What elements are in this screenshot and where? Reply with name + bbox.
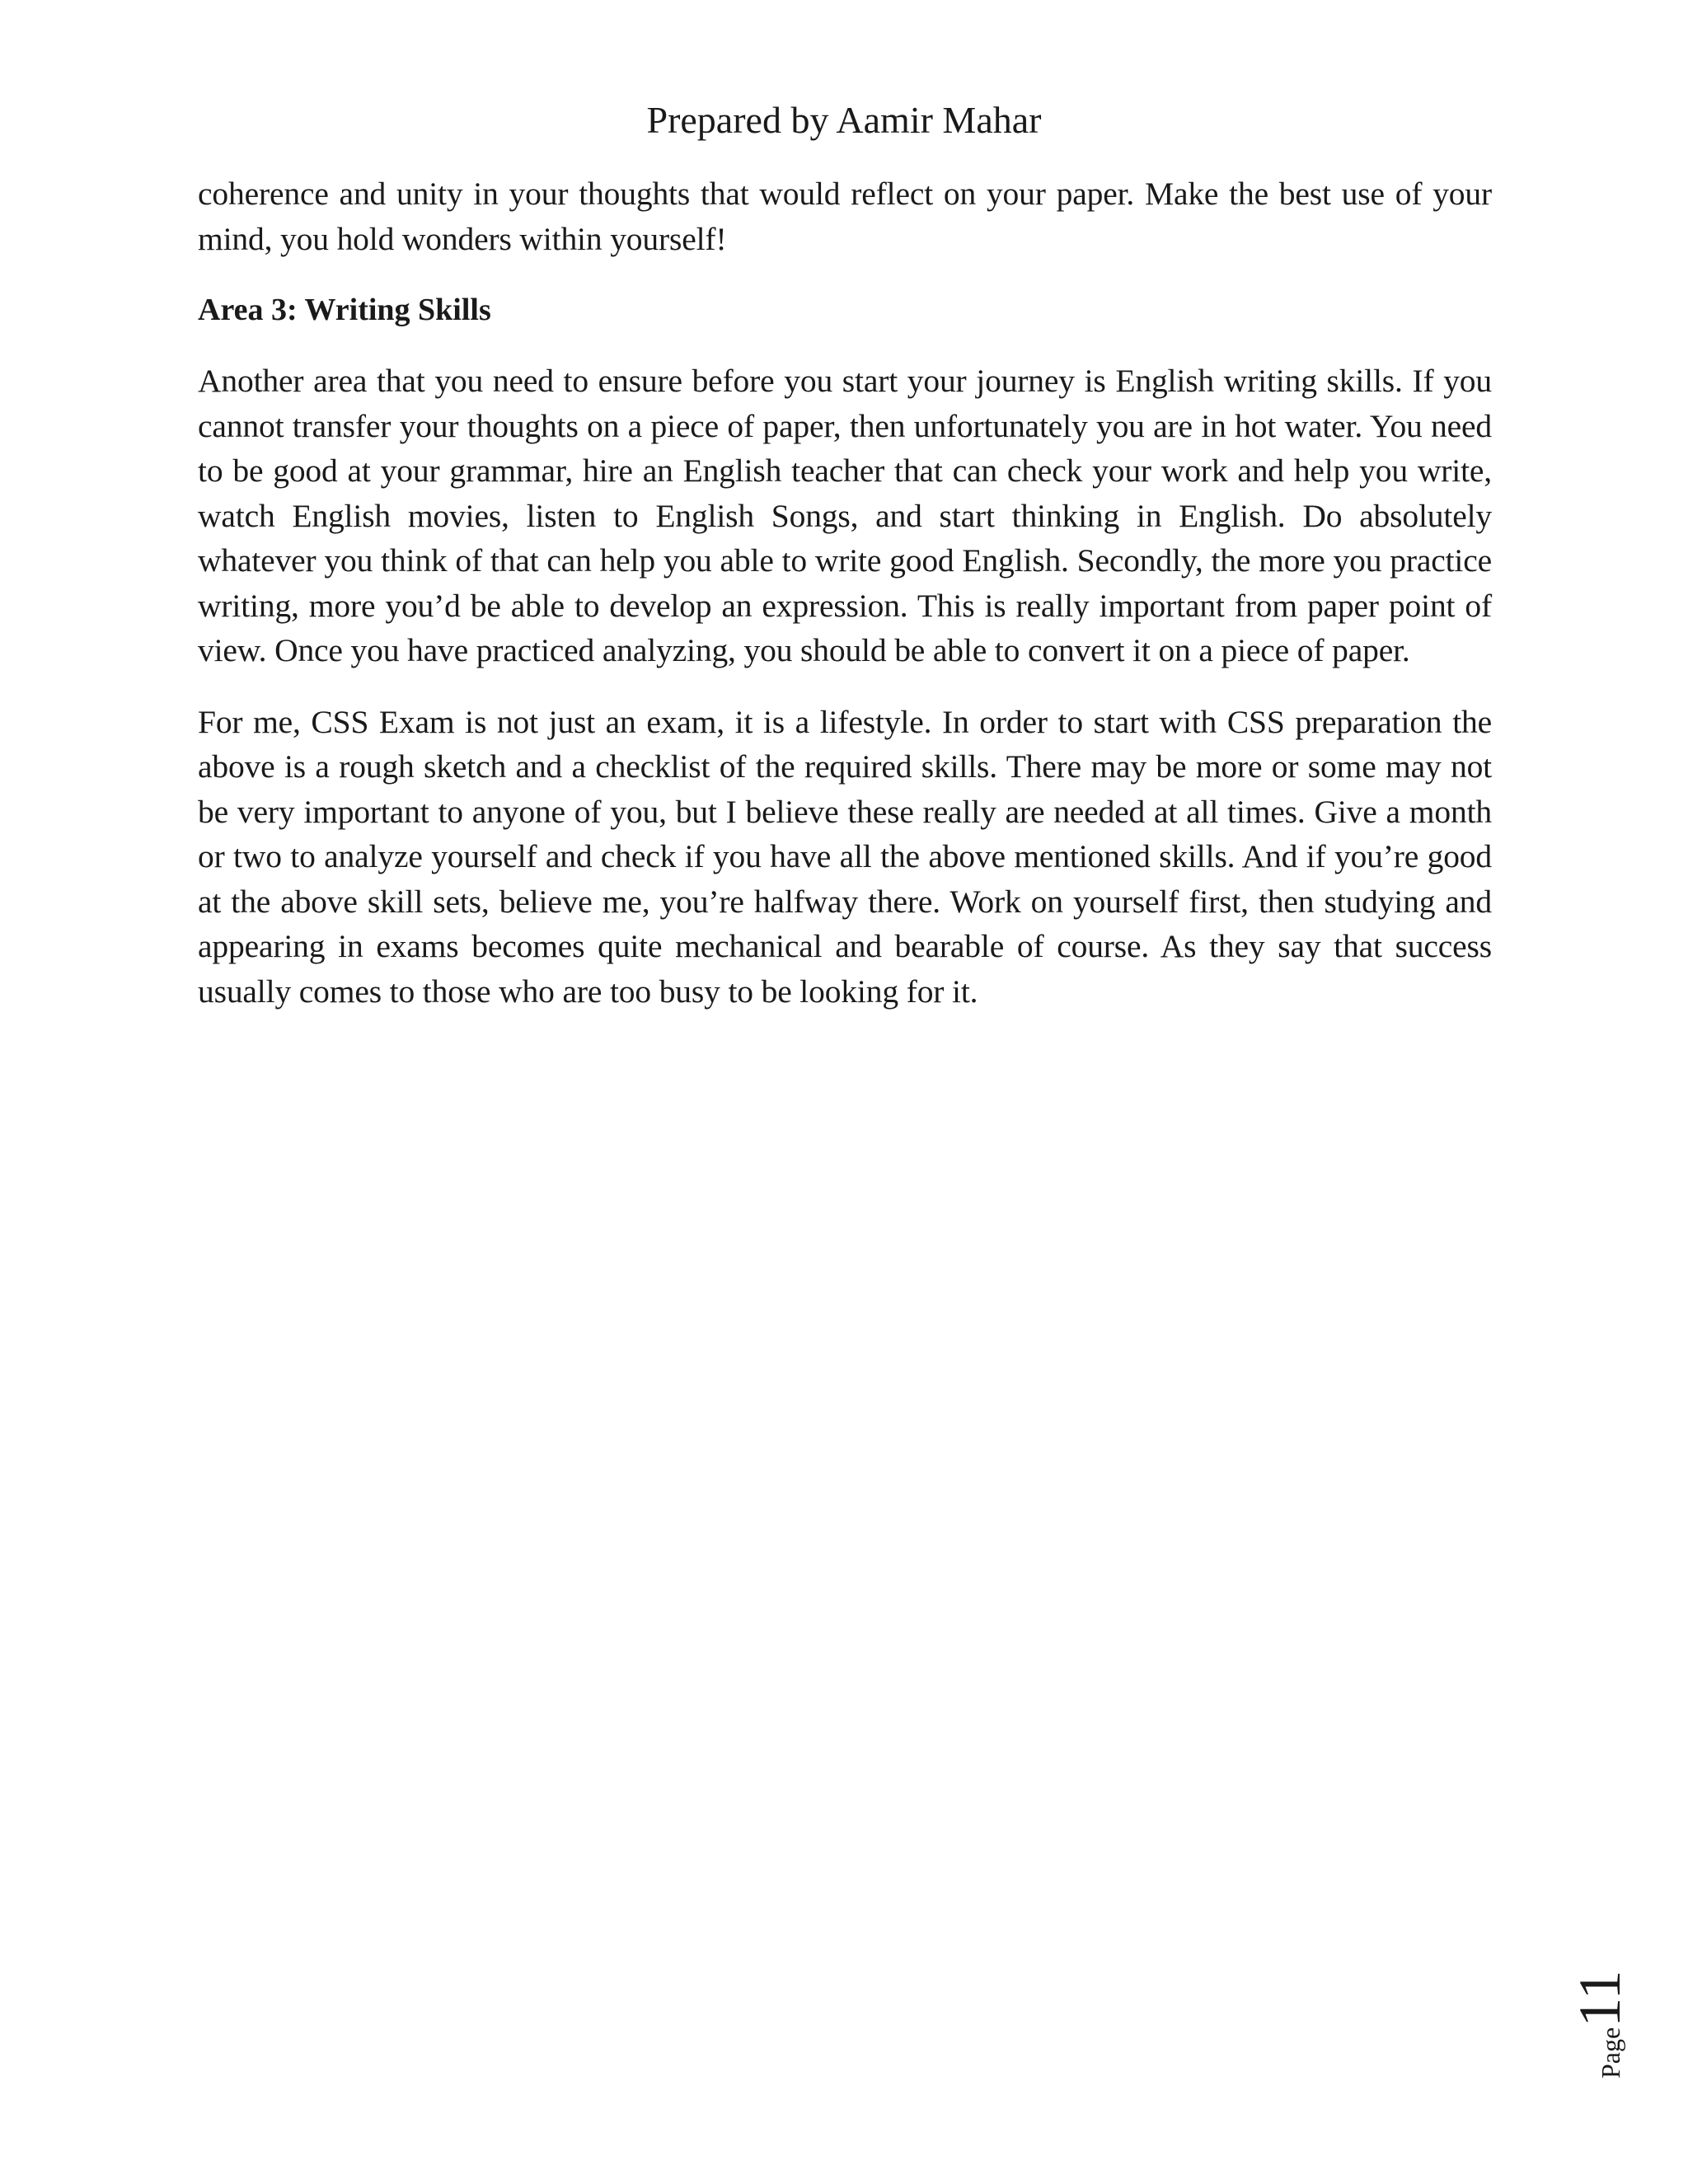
page-number [1566,1947,1633,2079]
body-paragraph-continued: coherence and unity in your thoughts that would reflect on your paper. Make the best use of your mind, you hold wonders within yourself! [198,176,1492,257]
page-number-rotated [1566,1947,1633,2079]
page-header-title: Prepared by Aamir Mahar [646,99,1042,141]
page-number-value: 11 [1567,1970,1633,2027]
body-paragraph-conclusion: For me, CSS Exam is not just an exam, it is a lifestyle. In order to start with CSS preparation the above is a rough sketch and a checklist of the required skills. There may be more or some may not be very important to anyone of you, but I believe these really are needed at all times. Give a month or two to analyze yourself and check if you have all the above mentioned skills. And if you’re good at the above skill sets, believe me, you’re halfway there. Work on yourself first, then studying and appearing in exams becomes quite mechanical and bearable of course. As they say that success usually comes to those who are too busy to be looking for it. [198,703,1492,1010]
section-heading: Area 3: Writing Skills [198,293,491,327]
page-number-label: Page [1596,2027,1625,2079]
page-body [198,171,1492,1040]
body-paragraph-writing-skills: Another area that you need to ensure before you start your journey is English writing skills. If you cannot transfer your thoughts on a piece of paper, then unfortunately you are in hot water. You need to be good at your grammar, hire an English teacher that can check your work and help you write, watch English movies, listen to English Songs, and start thinking in English. Do absolutely whatever you think of that can help you able to write good English. Secondly, the more you practice writing, more you’d be able to develop an expression. This is really important from paper point of view. Once you have practiced analyzing, you should be able to convert it on a piece of paper. [198,363,1492,668]
